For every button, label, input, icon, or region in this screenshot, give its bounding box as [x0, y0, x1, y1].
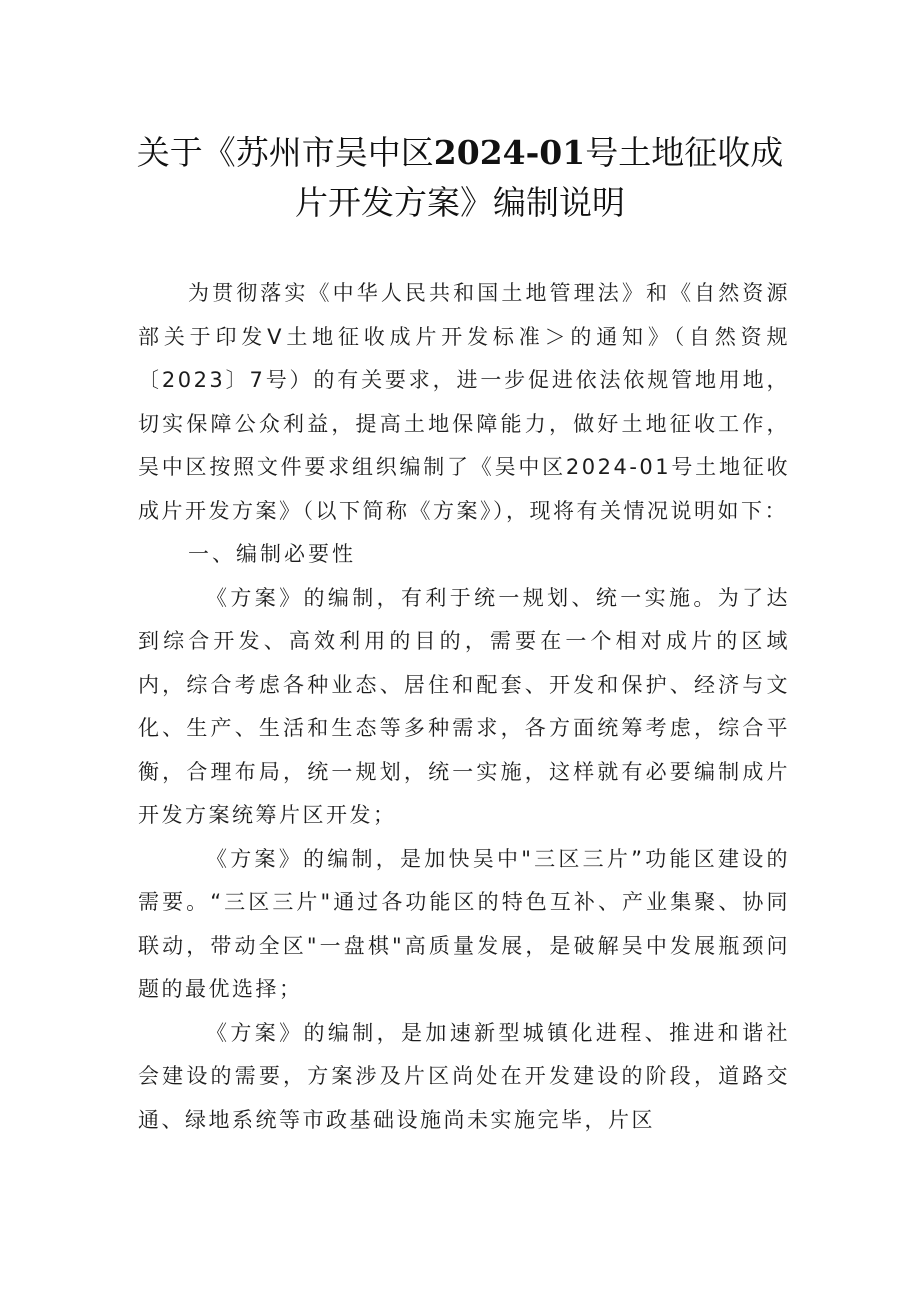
document-title [90, 128, 830, 228]
document-body [138, 272, 790, 1142]
title-line1-number: 2024-01 [433, 133, 586, 172]
section-heading: 一、编制必要性 [188, 542, 356, 566]
title-line1-suffix: 号土地征收成 [585, 133, 784, 172]
section-paragraph-2: 《方案》的编制，是加快吴中"三区三片”功能区建设的需要。“三区三片"通过各功能区的特色互补、产业集聚、协同联动，带动全区"一盘棋"高质量发展，是破解吴中发展瓶颈问题的最优选择； [138, 846, 790, 1001]
intro-paragraph: 为贯彻落实《中华人民共和国土地管理法》和《自然资源部关于印发Ⅴ土地征收成片开发标准＞的通知》（自然资规〔2023〕7号）的有关要求，进一步促进依法依规管地用地，切实保障公众利益，提高土地保障能力，做好土地征收工作，吴中区按照文件要求组织编制了《吴中区2024-01号土地征收成片开发方案》（以下简称《方案》），现将有关情况说明如下： [138, 281, 790, 523]
title-line1-prefix: 关于《苏州市吴中区 [136, 133, 434, 172]
section-paragraph-1: 《方案》的编制，有利于统一规划、统一实施。为了达到综合开发、高效利用的目的，需要在一个相对成片的区域内，综合考虑各种业态、居住和配套、开发和保护、经济与文化、生产、生活和生态等多种需求，各方面统筹考虑，综合平衡，合理布局，统一规划，统一实施，这样就有必要编制成片开发方案统筹片区开发； [138, 585, 790, 827]
section-paragraph-3: 《方案》的编制，是加速新型城镇化进程、推进和谐社会建设的需要，方案涉及片区尚处在开发建设的阶段，道路交通、绿地系统等市政基础设施尚未实施完毕，片区 [138, 1020, 790, 1132]
title-line2: 片开发方案》编制说明 [295, 183, 625, 222]
